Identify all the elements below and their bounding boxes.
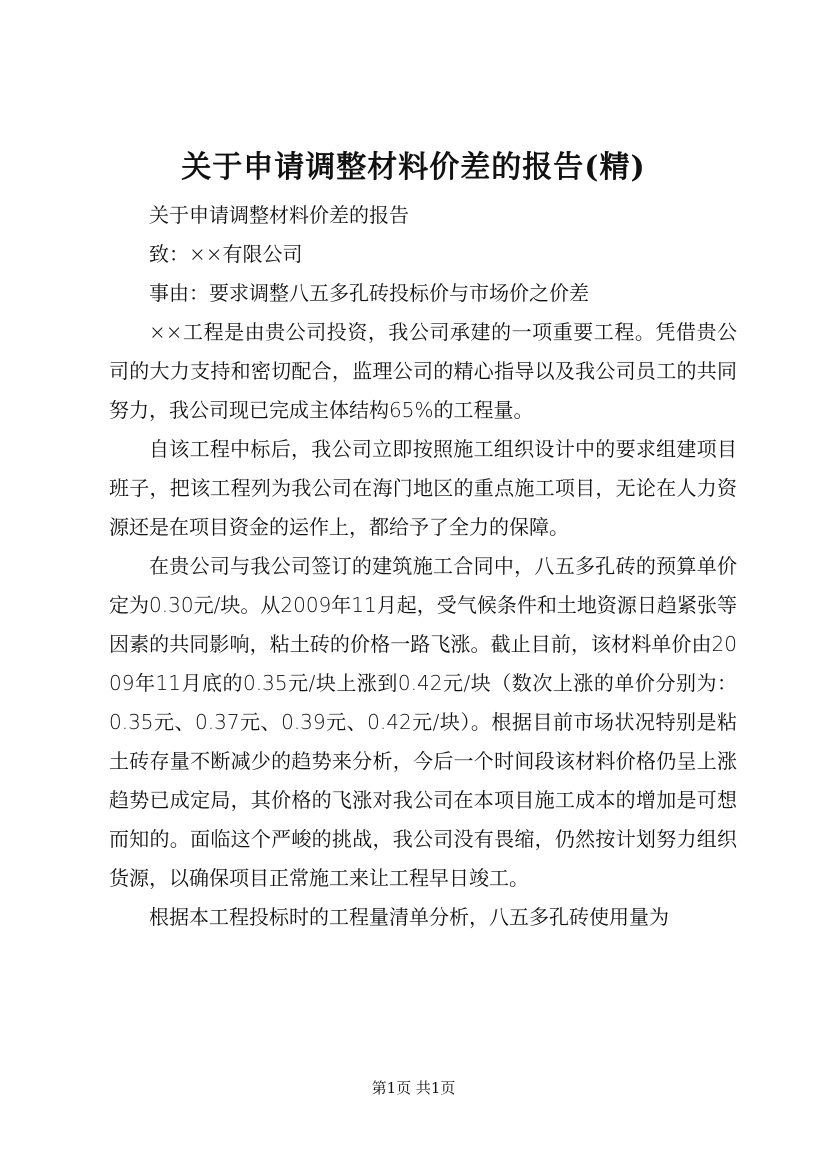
paragraph-4: 根据本工程投标时的工程量清单分析，八五多孔砖使用量为 <box>149 905 669 929</box>
paragraph-1: ××工程是由贵公司投资，我公司承建的一项重要工程。凭借贵公司的大力支持和密切配合，监理公司的精心指导以及我公司员工的共同努力，我公司现已完成主体结构65%的工程量。 <box>109 320 737 422</box>
recipient-line: 致：××有限公司 <box>149 242 303 266</box>
paragraph-2: 自该工程中标后，我公司立即按照施工组织设计中的要求组建项目班子，把该工程列为我公司在海门地区的重点施工项目，无论在人力资源还是在项目资金的运作上，都给予了全力的保障。 <box>109 437 737 539</box>
report-subtitle: 关于申请调整材料价差的报告 <box>149 203 409 227</box>
subject-line: 事由：要求调整八五多孔砖投标价与市场价之价差 <box>149 281 589 305</box>
document-body <box>109 196 737 937</box>
paragraph-3: 在贵公司与我公司签订的建筑施工合同中，八五多孔砖的预算单价定为0.30元/块。从2009年11月起，受气候条件和土地资源日趋紧张等因素的共同影响，粘土砖的价格一路飞涨。截止目前，该材料单价由2009年11月底的0.35元/块上涨到0.42元/块（数次上涨的单价分别为：0.35元、0.37元、0.39元、0.42元/块）。根据目前市场状况特别是粘土砖存量不断减少的趋势来分析，今后一个时间段该材料价格仍呈上涨趋势已成定局，其价格的飞涨对我公司在本项目施工成本的增加是可想而知的。面临这个严峻的挑战，我公司没有畏缩，仍然按计划努力组织货源，以确保项目正常施工来让工程早日竣工。 <box>109 554 737 890</box>
document-title: 关于申请调整材料价差的报告(精) <box>181 150 646 185</box>
page-number-footer: 第1页 共1页 <box>371 1079 456 1097</box>
